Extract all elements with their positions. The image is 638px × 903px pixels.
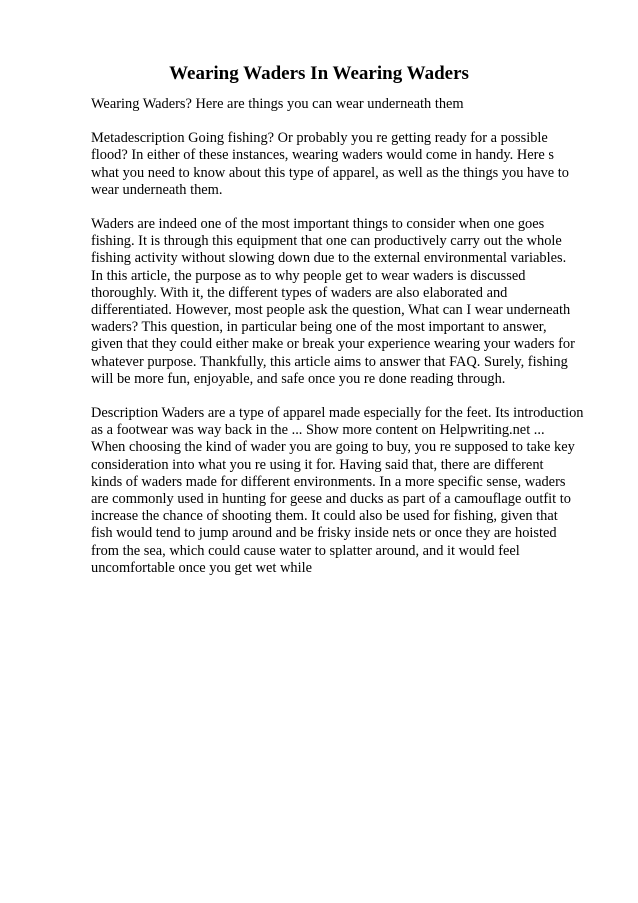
text-line: flood? In either of these instances, wearing waders would come in handy. Here s (91, 147, 555, 164)
text-line: will be more fun, enjoyable, and safe once you re done reading through. (91, 370, 506, 387)
text-line: given that they could either make or break your experience wearing your waders for (91, 336, 575, 353)
text-line: are commonly used in hunting for geese and ducks as part of a camouflage outfit to (91, 491, 571, 508)
text-line: Description Waders are a type of apparel made especially for the feet. Its introduction (91, 405, 584, 422)
text-line: Waders are indeed one of the most important things to consider when one goes (91, 216, 545, 233)
text-line: whatever purpose. Thankfully, this article aims to answer that FAQ. Surely, fishing (91, 353, 568, 370)
paragraph-waders-importance (91, 216, 611, 388)
paragraph-description (91, 405, 611, 577)
text-line: Wearing Waders? Here are things you can wear underneath them (91, 96, 464, 112)
text-line: uncomfortable once you get wet while (91, 559, 312, 576)
text-line: consideration into what you re using it for. Having said that, there are different (91, 456, 544, 473)
text-line: kinds of waders made for different environments. In a more specific sense, waders (91, 473, 566, 490)
text-line: fish would tend to jump around and be frisky inside nets or once they are hoisted (91, 525, 557, 542)
text-line: what you need to know about this type of apparel, as well as the things you have to (91, 164, 569, 181)
text-line: differentiated. However, most people ask the question, What can I wear underneath (91, 302, 571, 319)
document-title: Wearing Waders In Wearing Waders (169, 63, 469, 84)
text-line: as a footwear was way back in the ... Show more content on Helpwriting.net ... (91, 422, 545, 439)
text-line: increase the chance of shooting them. It could also be used for fishing, given that (91, 508, 558, 525)
text-line: fishing. It is through this equipment that one can productively carry out the whole (91, 233, 562, 250)
paragraph-intro (91, 96, 611, 113)
text-line: waders? This question, in particular being one of the most important to answer, (91, 319, 547, 336)
text-line: Metadescription Going fishing? Or probably you re getting ready for a possible (91, 130, 548, 147)
text-line: thoroughly. With it, the different types of waders are also elaborated and (91, 284, 508, 301)
text-line: In this article, the purpose as to why people get to wear waders is discussed (91, 267, 526, 284)
paragraph-metadescription (91, 130, 611, 199)
text-line: When choosing the kind of wader you are going to buy, you re supposed to take key (91, 439, 575, 456)
text-line: fishing activity without slowing down due to the external environmental variables. (91, 250, 567, 267)
document-body (91, 96, 611, 594)
text-line: from the sea, which could cause water to splatter around, and it would feel (91, 542, 520, 559)
text-line: wear underneath them. (91, 181, 223, 198)
